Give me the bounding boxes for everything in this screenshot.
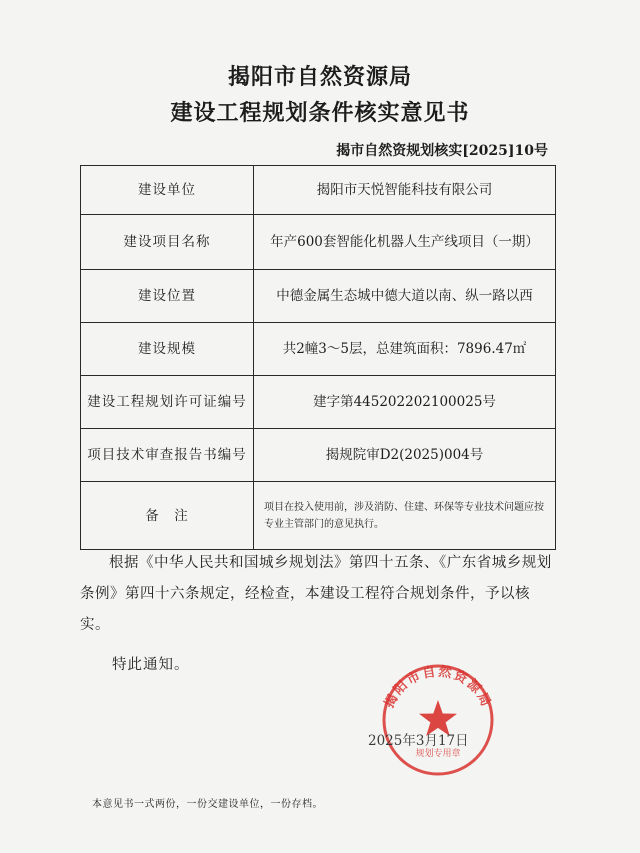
label-cell: 建设工程规划许可证编号	[81, 376, 254, 429]
value-cell: 年产600套智能化机器人生产线项目（一期）	[254, 215, 556, 270]
value-cell: 揭阳市天悦智能科技有限公司	[254, 166, 556, 215]
document-title: 建设工程规划条件核实意见书	[170, 101, 470, 126]
label-cell: 建设位置	[81, 270, 254, 323]
notice-text: 特此通知。	[112, 657, 190, 673]
label-cell: 建设单位	[81, 166, 254, 215]
table-row	[81, 166, 556, 215]
body-paragraph: 根据《中华人民共和国城乡规划法》第四十五条、《广东省城乡规划条例》第四十六条规定，经检查，本建设工程符合规划条件，予以核实。	[80, 555, 552, 633]
value-cell: 共2幢3～5层，总建筑面积：7896.47㎡	[254, 323, 556, 376]
authority-title: 揭阳市自然资源局	[227, 65, 412, 90]
label-cell: 建设规模	[81, 323, 254, 376]
table-row	[81, 429, 556, 482]
document-number: 揭市自然资规划核实[2025]10号	[336, 143, 548, 159]
table-row	[81, 482, 556, 550]
label-cell: 项目技术审查报告书编号	[81, 429, 254, 482]
value-cell: 中德金属生态城中德大道以南、纵一路以西	[254, 270, 556, 323]
issue-date: 2025年3月17日	[368, 733, 469, 749]
table-row	[81, 323, 556, 376]
table-row	[81, 376, 556, 429]
info-table	[80, 165, 556, 550]
table-row	[81, 270, 556, 323]
value-cell: 建字第445202202100025号	[254, 376, 556, 429]
footer-note: 本意见书一式两份，一份交建设单位，一份存档。	[92, 799, 323, 810]
label-cell: 建设项目名称	[81, 215, 254, 270]
label-cell: 备 注	[81, 482, 254, 550]
value-cell: 揭规院审D2(2025)004号	[254, 429, 556, 482]
seal-sub-text: 规划专用章	[415, 749, 461, 759]
remark-cell: 项目在投入使用前，涉及消防、住建、环保等专业技术问题应按专业主管部门的意见执行。	[254, 482, 556, 550]
official-seal	[372, 660, 504, 778]
seal-text: 揭阳市自然资源局	[382, 664, 494, 711]
table-row	[81, 215, 556, 270]
